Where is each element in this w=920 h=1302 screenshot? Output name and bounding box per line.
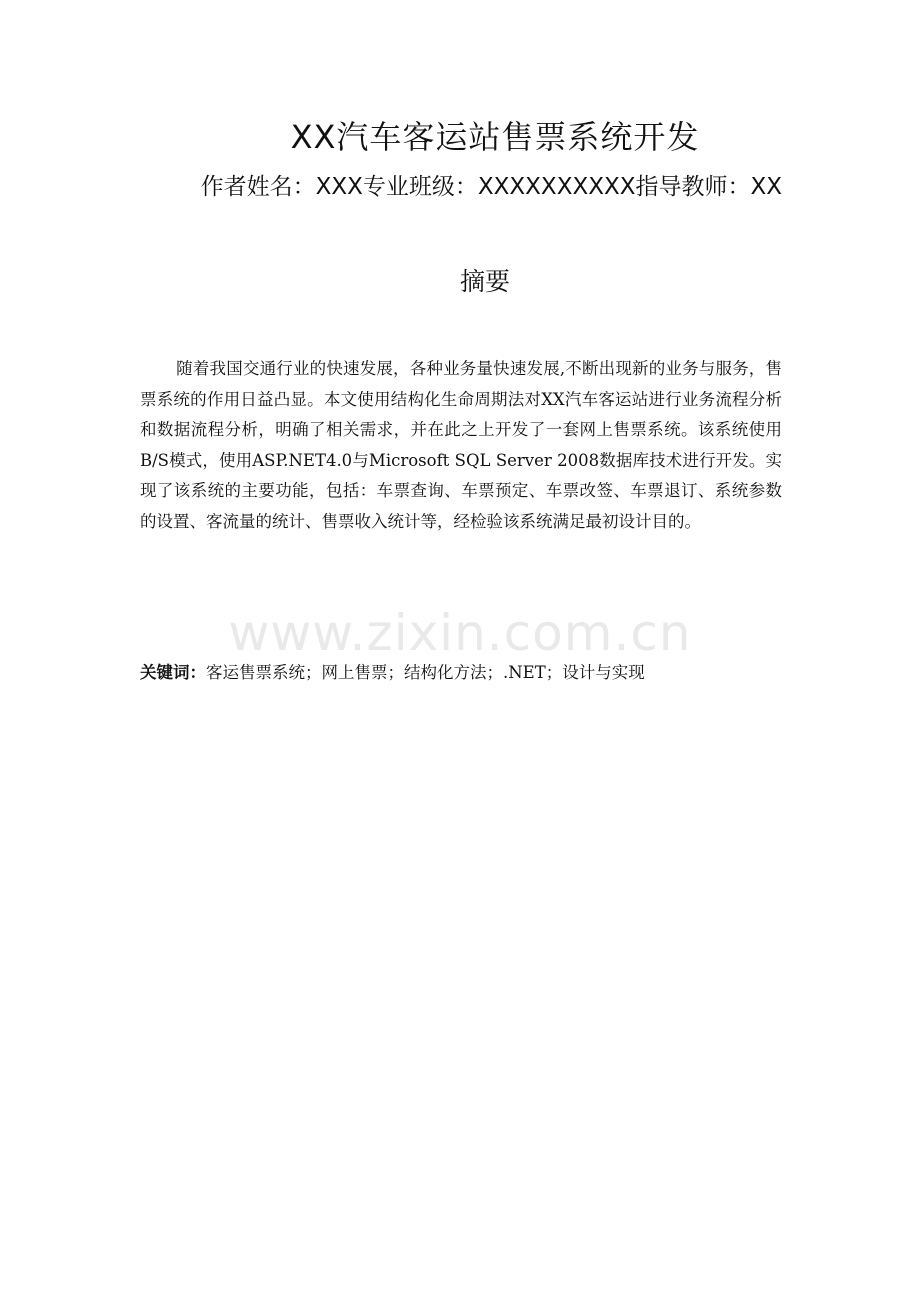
keywords-line bbox=[140, 659, 645, 683]
author-line: 作者姓名：XXX专业班级：XXXXXXXXXX指导教师：XX bbox=[200, 174, 782, 200]
watermark: www.zixin.com.cn bbox=[228, 604, 692, 662]
document-title: XX汽车客运站售票系统开发 bbox=[290, 118, 700, 156]
keywords-text: 客运售票系统；网上售票；结构化方法；.NET；设计与实现 bbox=[206, 663, 645, 682]
abstract-heading: 摘要 bbox=[459, 267, 510, 296]
keywords-label: 关键词： bbox=[140, 663, 206, 682]
abstract-text: 随着我国交通行业的快速发展，各种业务量快速发展,不断出现新的业务与服务，售票系统的作用日益凸显。本文使用结构化生命周期法对XX汽车客运站进行业务流程分析和数据流程分析，明确了相关需求，并在此之上开发了一套网上售票系统。该系统使用B/S模式，使用ASP.NET4.0与Microsoft SQL Server 2008数据库技术进行开发。实现了该系统的主要功能，包括：车票查询、车票预定、车票改签、车票退订、系统参数的设置、客流量的统计、售票收入统计等，经检验该系统满足最初设计目的。 bbox=[140, 359, 782, 531]
abstract-body bbox=[140, 354, 782, 538]
